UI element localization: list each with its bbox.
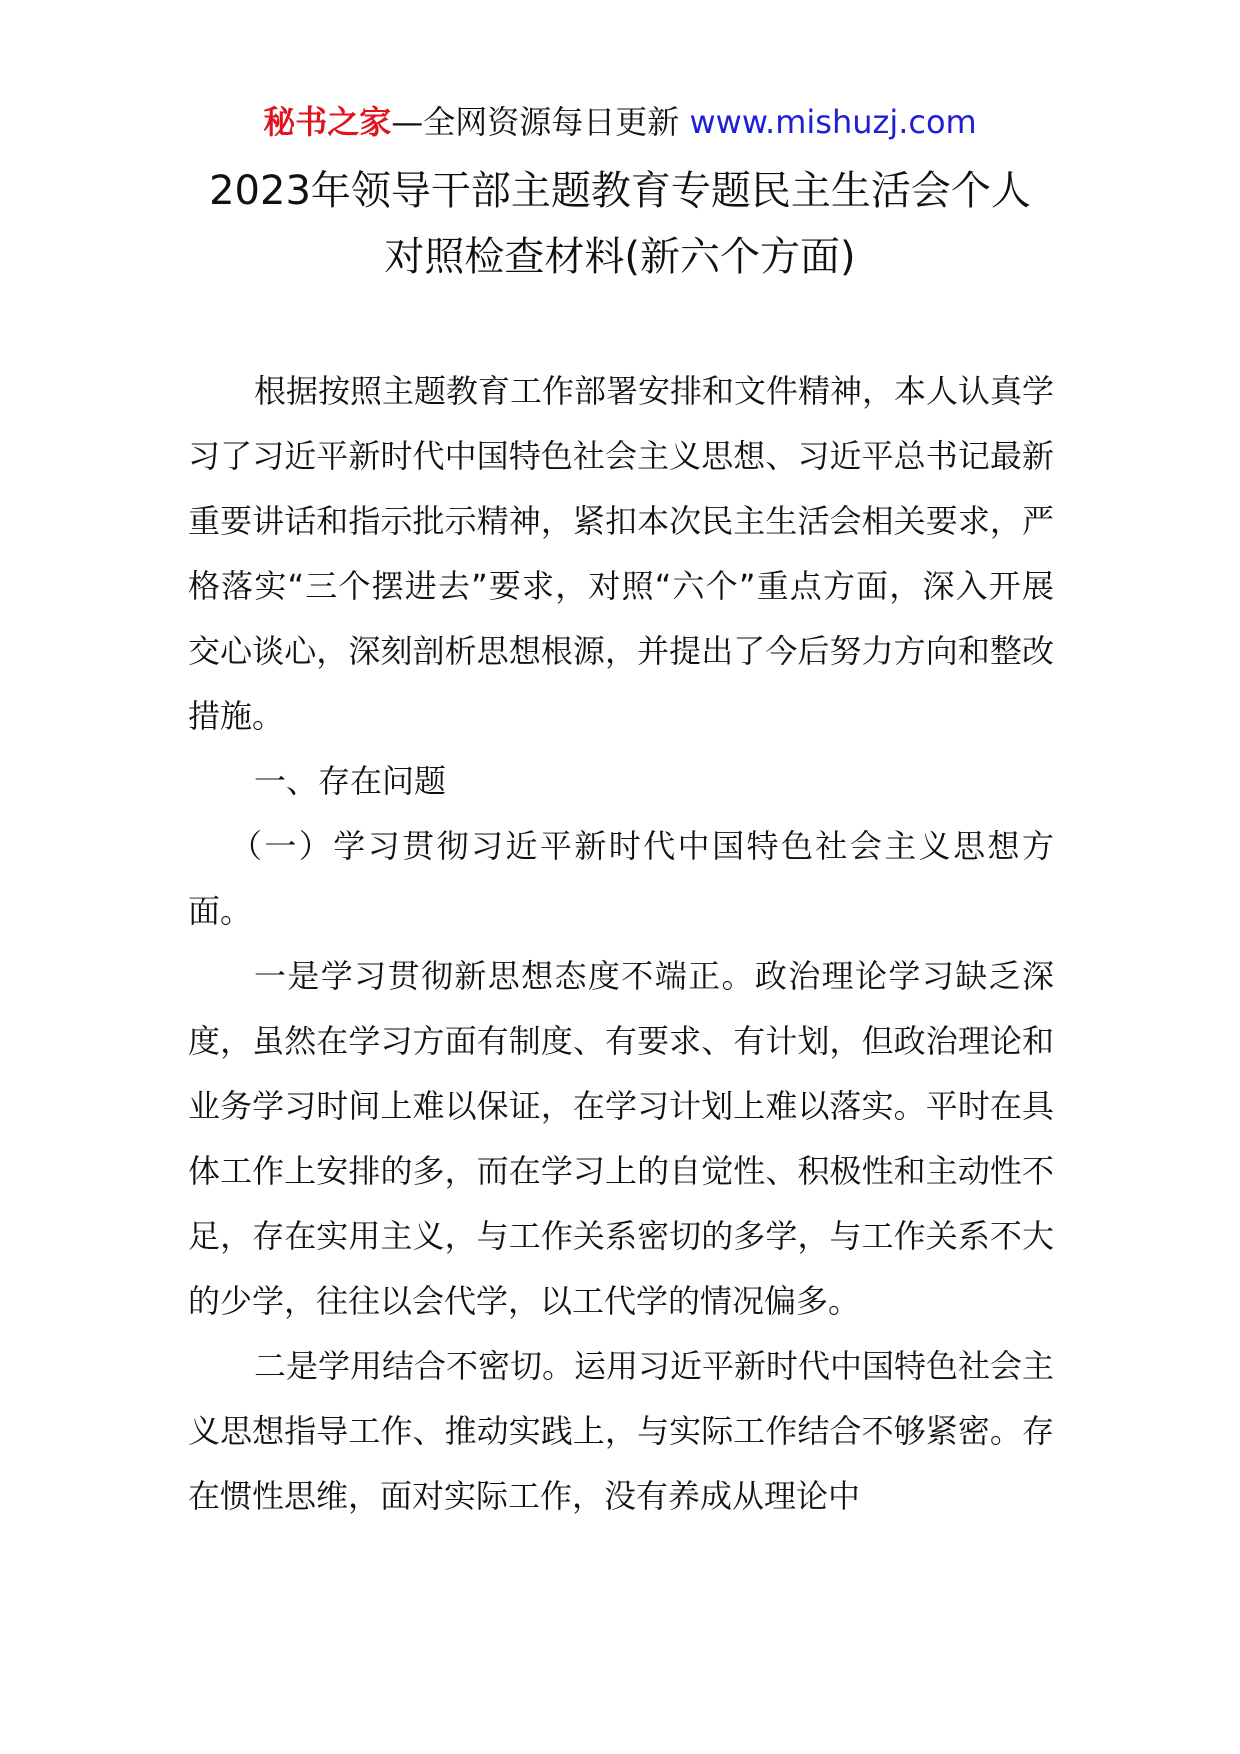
subsection-heading: （一）学习贯彻习近平新时代中国特色社会主义思想方面。 bbox=[188, 827, 1054, 930]
section-heading: 一、存在问题 bbox=[254, 762, 447, 800]
intro-paragraph: 根据按照主题教育工作部署安排和文件精神，本人认真学习了习近平新时代中国特色社会主义思想、习近平总书记最新重要讲话和指示批示精神，紧扣本次民主生活会相关要求，严格落实“三个摆进去”要求，对照“六个”重点方面，深入开展交心谈心，深刻剖析思想根源，并提出了今后努力方向和整改措施。 bbox=[188, 372, 1055, 735]
body-paragraph: 二是学用结合不密切。运用习近平新时代中国特色社会主义思想指导工作、推动实践上，与实际工作结合不够紧密。存在惯性思维，面对实际工作，没有养成从理论中 bbox=[188, 1347, 1055, 1515]
body-paragraph: 一是学习贯彻新思想态度不端正。政治理论学习缺乏深度，虽然在学习方面有制度、有要求、有计划，但政治理论和业务学习时间上难以保证，在学习计划上难以落实。平时在具体工作上安排的多，而在学习上的自觉性、积极性和主动性不足，存在实用主义，与工作关系密切的多学，与工作关系不大的少学，往往以会代学，以工代学的情况偏多。 bbox=[188, 957, 1054, 1320]
site-slogan: —全网资源每日更新 bbox=[391, 103, 680, 141]
document-body bbox=[188, 359, 1054, 1529]
document-title-line-2: 对照检查材料(新六个方面) bbox=[384, 234, 856, 280]
site-header bbox=[0, 100, 1240, 144]
site-url-link[interactable]: www.mishuzj.com bbox=[689, 103, 977, 141]
document-title-line-1: 2023年领导干部主题教育专题民主生活会个人 bbox=[209, 168, 1031, 214]
site-brand: 秘书之家 bbox=[263, 103, 392, 141]
